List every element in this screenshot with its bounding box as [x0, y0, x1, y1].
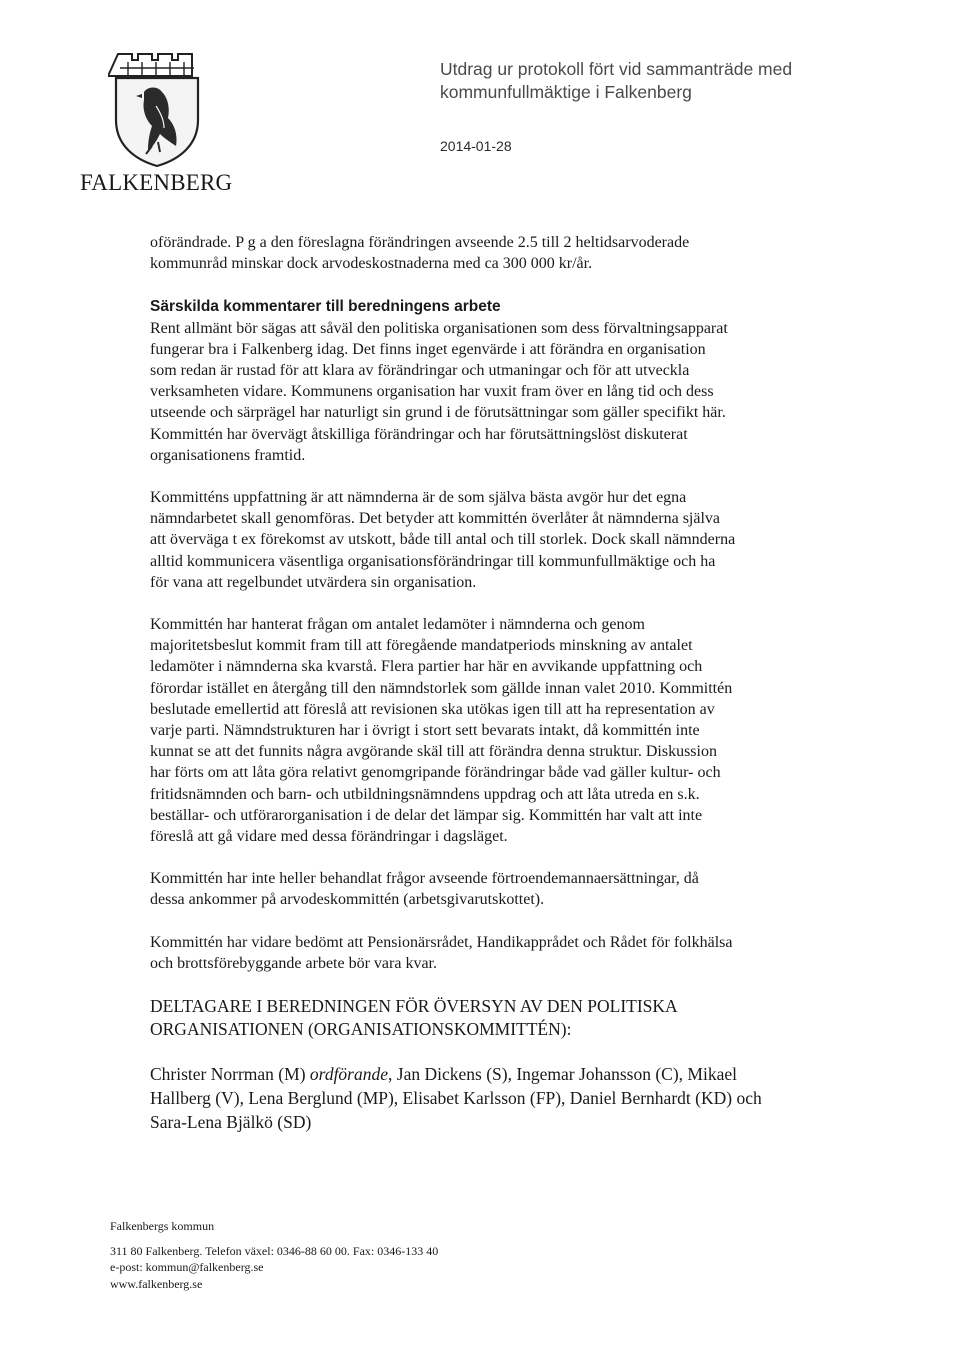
meeting-date: 2014-01-28	[440, 138, 512, 154]
text-line: har förts om att låta göra relativt genomgripande förändringar både vad gäller kultur- och	[150, 764, 721, 782]
text-line: DELTAGARE I BEREDNINGEN FÖR ÖVERSYN AV DEN POLITISKA	[150, 996, 678, 1017]
paragraph-committees	[150, 487, 840, 593]
text-line: Kommittén har vidare bedömt att Pensionärsrådet, Handikapprådet och Rådet för folkhälsa	[150, 933, 733, 951]
text-line: för vana att regelbundet utvärdera sin organisation.	[150, 573, 477, 591]
title-line: Utdrag ur protokoll fört vid sammanträde med	[440, 59, 793, 79]
participants-list	[150, 1062, 840, 1134]
text-line: kommunråd minskar dock arvodeskostnaderna med ca 300 000 kr/år.	[150, 255, 593, 273]
document-body	[150, 232, 840, 1134]
text-line: fungerar bra i Falkenberg idag. Det finns inget egenvärde i att förändra en organisation	[150, 340, 706, 358]
text-line: oförändrade. P g a den föreslagna förändringen avseende 2.5 till 2 heltidsarvoderade	[150, 234, 690, 251]
text-line: verksamheten vidare. Kommunens organisation har vuxit fram över en lång tid och dess	[150, 383, 714, 401]
footer-address: 311 80 Falkenberg. Telefon växel: 0346-88 60 00. Fax: 0346-133 40	[110, 1243, 439, 1258]
text-line	[150, 1062, 840, 1086]
paragraph-compensation	[150, 868, 840, 910]
text-line: utseende och särprägel har naturligt sin grund i de förutsättningar som gäller specifikt här.	[150, 404, 726, 422]
text-line: Kommittén har övervägt åtskilliga förändringar och har förutsättningslöst diskuterat	[150, 425, 688, 443]
footer-org: Falkenbergs kommun	[110, 1219, 215, 1233]
text-line: Rent allmänt bör sägas att såväl den politiska organisationen som dess förvaltningsapparat	[150, 319, 728, 337]
text-line: Kommitténs uppfattning är att nämnderna är de som själva bästa avgör hur det egna	[150, 489, 687, 507]
text-line: Kommittén har inte heller behandlat frågor avseende förtroendemannaersättningar, då	[150, 870, 699, 888]
text-line: och brottsförebyggande arbete bör vara kvar.	[150, 954, 437, 972]
text-line: som redan är rustad för att klara av förändringar och utmaningar och för att utveckla	[150, 362, 690, 380]
footer	[110, 1218, 438, 1292]
participant-text: Christer Norrman (M)	[150, 1064, 310, 1085]
text-line: ORGANISATIONEN (ORGANISATIONSKOMMITTÉN):	[150, 1019, 572, 1040]
municipal-coat-of-arms	[108, 50, 206, 168]
text-line: fritidsnämnden och barn- och utbildningsnämndens uppdrag och att låta utreda en s.k.	[150, 785, 700, 803]
text-line: majoritetsbeslut kommit fram till att föregående mandatperiods minskning av antalet	[150, 637, 693, 655]
paragraph-general	[150, 318, 840, 466]
text-line: nämndarbetet skall genomföras. Det betyder att kommittén överlåter åt nämnderna själva	[150, 510, 721, 528]
text-line: beställar- och utförarorganisation i de delar det lämpar sig. Kommittén har valt att inte	[150, 806, 703, 824]
text-line: beslutade emellertid att föreslå att revisionen ska utökas igen till att ha representation av	[150, 700, 715, 718]
text-line: organisationens framtid.	[150, 446, 306, 464]
paragraph-councils	[150, 932, 840, 974]
text-line: Sara-Lena Bjälkö (SD)	[150, 1112, 312, 1133]
text-line: föreslå att gå vidare med dessa förändringar i dagsläget.	[150, 828, 508, 846]
text-line: förordar istället en återgång till den nämndstorlek som gällde innan valet 2010. Kommittén	[150, 679, 733, 697]
section-heading: Särskilda kommentarer till beredningens arbete	[150, 298, 501, 316]
text-line: ledamöter i nämnderna ska kvarstå. Flera partier har här en avvikande uppfattning och	[150, 658, 703, 676]
municipality-name: FALKENBERG	[80, 170, 233, 195]
participant-text: , Jan Dickens (S), Ingemar Johansson (C), Mikael	[388, 1064, 737, 1085]
participants-heading	[150, 995, 840, 1041]
footer-web: www.falkenberg.se	[110, 1276, 203, 1291]
title-line: kommunfullmäktige i Falkenberg	[440, 82, 692, 102]
text-line: Kommittén har hanterat frågan om antalet ledamöter i nämnderna och genom	[150, 616, 645, 634]
text-line: dessa ankommer på arvodeskommittén (arbetsgivarutskottet).	[150, 891, 545, 909]
text-line: att överväga t ex förekomst av utskott, både till antal och till storlek. Dock skall nämnderna	[150, 531, 736, 549]
chair-role: ordförande	[309, 1064, 389, 1085]
text-line: varje parti. Nämndstrukturen har i övrigt i stort sett bevarats intakt, då kommittén inte	[150, 722, 700, 740]
document-title	[440, 58, 840, 104]
paragraph-members	[150, 614, 840, 847]
falcon-crest-icon	[108, 50, 206, 168]
text-line: kunnat se att det funnits några avgörande skäl till att förändra denna struktur. Diskussion	[150, 743, 717, 761]
footer-email: e-post: kommun@falkenberg.se	[110, 1260, 264, 1274]
text-line: Hallberg (V), Lena Berglund (MP), Elisabet Karlsson (FP), Daniel Bernhardt (KD) och	[150, 1088, 762, 1109]
text-line: alltid kommunicera väsentliga organisationsförändringar till kommunfullmäktige och ha	[150, 552, 716, 570]
